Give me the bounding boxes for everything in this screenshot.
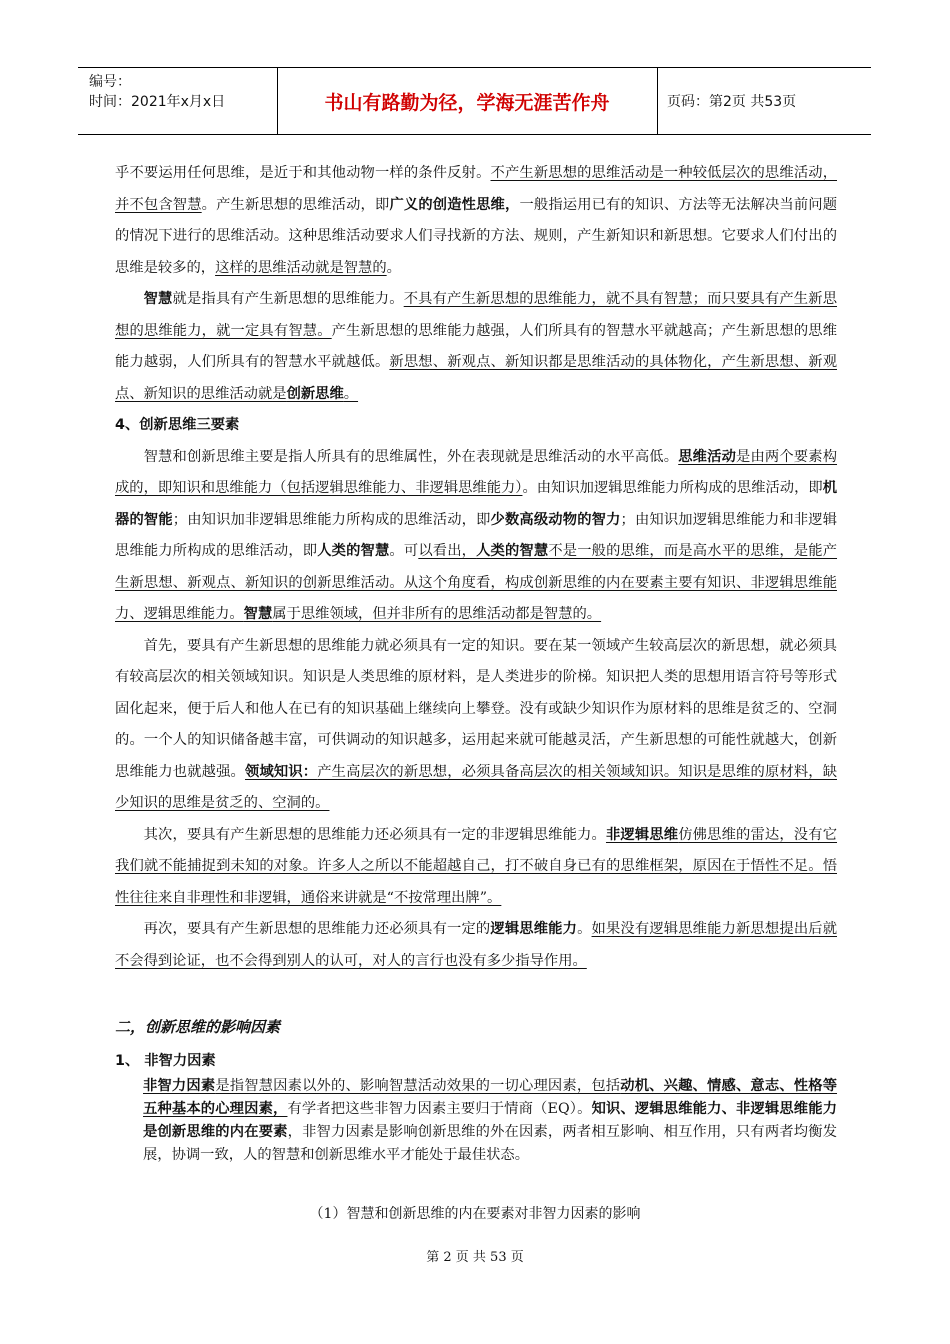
text: 智慧和创新思维主要是指人所具有的思维属性，外在表现就是思维活动的水平高低。 [143,448,679,465]
sub-heading: （1）智慧和创新思维的内在要素对非智力因素的影响 [309,1206,641,1222]
paragraph-6 [115,914,837,977]
text: 产生高层次的新思想，必须具备高层次的相关领域知识。知识是思维的原材料，缺少知识的思维是贫乏的、空洞的。 [115,763,838,811]
underlined-text: 如果没有逻辑思维能力新思想提出后就不会得到论证，也不会得到别人的认可，对人的言行也没有多少指导作用。 [115,921,838,969]
text: 乎不要运用任何思维，是近于和其他动物一样的条件反射。 [115,165,491,181]
page-header [78,67,871,135]
date-label: 时间：2021年x月x日 [89,94,226,110]
bold-term: 广义的创造性思维， [389,196,520,213]
paragraph-5 [115,820,837,915]
text: 。 [577,921,592,937]
subsection-heading-1: 1、 非智力因素 [115,1053,216,1069]
non-intelligence-block [143,1075,837,1167]
text: 有学者把这些非智力因素主要归于情商（EQ）。 [287,1101,592,1117]
underlined-text: 不产生新思想的思维活动是一种较低层次的思维活动，并不包含智慧 [115,165,837,213]
text: 仿佛思维的雷达，没有它我们就不能捕捉到未知的对象。许多人之所以不能超越自己，打不破自身已有的思维框架，原因在于悟性不足。悟性往往来自非理性和非逻辑，通俗来讲就是“不按常理出牌”。 [115,826,838,906]
text: 首先，要具有产生新思想的思维能力就必须具有一定的知识。要在某一领域产生较高层次的新思想，就必须具有较高层次的相关领域知识。知识是人类思维的原材料，是人类进步的阶梯。知识把人类的思想用语言符号等形式固化起来，便于后人和他人在已有的知识基础上继续向上攀登。没有或缺少知识作为原材料的思维是贫乏的、空洞的。一个人的知识储备越丰富，可供调动的知识越多，运用起来就可能越灵活，产生新思想的可能性就越大，创新思维能力也就越强。 [115,637,837,780]
section-heading-2: 二，创新思维的影响因素 [115,1018,281,1036]
bold-term: 逻辑思维能力 [490,921,578,937]
paragraph-4 [115,631,837,820]
bold-term: 机器的智能 [115,480,837,528]
text: 再次，要具有产生新思想的思维能力还必须具有一定的 [143,921,491,937]
paragraph-3 [115,442,837,631]
bold-term: 思维活动 [678,448,737,465]
text: 以看出， [418,543,477,559]
underlined-text: 这样的思维活动就是智慧的 [215,259,387,276]
bold-term: 创新思维 [286,385,344,402]
text: ；由知识加非逻辑思维能力所构成的思维活动，即 [172,511,491,528]
text: 其次，要具有产生新思想的思维能力还必须具有一定的非逻辑思维能力。 [143,826,606,843]
text: 就是指具有产生新思想的思维能力。 [172,291,404,307]
bold-term: 智慧 [243,606,273,622]
text: ，非智力因素是影响创新思维的外在因素，两者相互影响、相互作用，只有两者均衡发展，协调一致，人的智慧和创新思维水平才能处于最佳状态。 [143,1124,838,1163]
bold-term: 人类的智慧 [317,543,390,559]
bold-term: 知识、逻辑思维能力、非逻辑思维能力是创新思维的内在要素 [143,1101,838,1140]
text: ；由知识加逻辑思维能力和非逻辑思维能力所构成的思维活动，即 [115,511,838,559]
code-label: 编号： [89,74,131,90]
document-body [115,158,837,977]
text: 。产生新思想的思维活动，即 [201,196,390,213]
text: 属于思维领域，但并非所有的思维活动都是智慧的。 [272,606,602,622]
header-meta [78,68,278,134]
text: 新思想、新观点、新知识都是思维活动的具体物化，产生新思想、新观点、新知识的思维活动就是 [115,354,838,402]
text: 。 [343,385,359,402]
bold-term: 少数高级动物的智力 [490,511,621,528]
text: 产生新思想的思维能力越强，人们所具有的智慧水平就越高；产生新思想的思维能力越弱，人们所具有的智慧水平就越低。 [115,322,838,370]
bold-term: 智慧 [143,291,173,307]
paragraph-1 [115,158,837,284]
underlined-text: 不具有产生新思想的思维能力，就不具有智慧；而只要具有产生新思想的思维能力，就一定具有智慧。 [115,291,838,339]
bold-term: 领域知识： [245,763,318,780]
text: 一般指运用已有的知识、方法等无法解决当前问题的情况下进行的思维活动。这种思维活动要求人们寻找新的方法、规则，产生新知识和新思想。它要求人们付出的思维是较多的， [115,196,838,276]
bold-term: 非智力因素 [143,1078,216,1094]
text: 是由两个要素构成的，即知识和思维能力（包括逻辑思维能力、非逻辑思维能力） [115,448,838,496]
bold-term: 人类的智慧 [476,543,549,559]
page-footer: 第 2 页 共 53 页 [426,1250,524,1265]
text: 是指智慧因素以外的、影响智慧活动效果的一切心理因素，包括 [215,1078,621,1094]
paragraph-7 [143,1075,837,1167]
header-page-info: 页码：第2页 共53页 [667,94,797,110]
text: 。 [386,259,401,276]
text: 。由知识加逻辑思维能力所构成的思维活动，即 [522,480,823,496]
bold-term: 非逻辑思维 [605,826,679,843]
bold-term: 动机、兴趣、情感、意志、性格等五种基本的心理因素， [143,1078,838,1117]
text: 不是一般的思维，而是高水平的思维，是能产生新思想、新观点、新知识的创新思维活动。从这个角度看，构成创新思维的内在要素主要有知识、非逻辑思维能力、逻辑思维能力。 [115,543,838,622]
header-motto: 书山有路勤为径，学海无涯苦作舟 [277,68,658,134]
paragraph-2 [115,284,837,410]
text: 。可 [389,543,419,559]
section-heading-4: 4、创新思维三要素 [115,417,240,433]
